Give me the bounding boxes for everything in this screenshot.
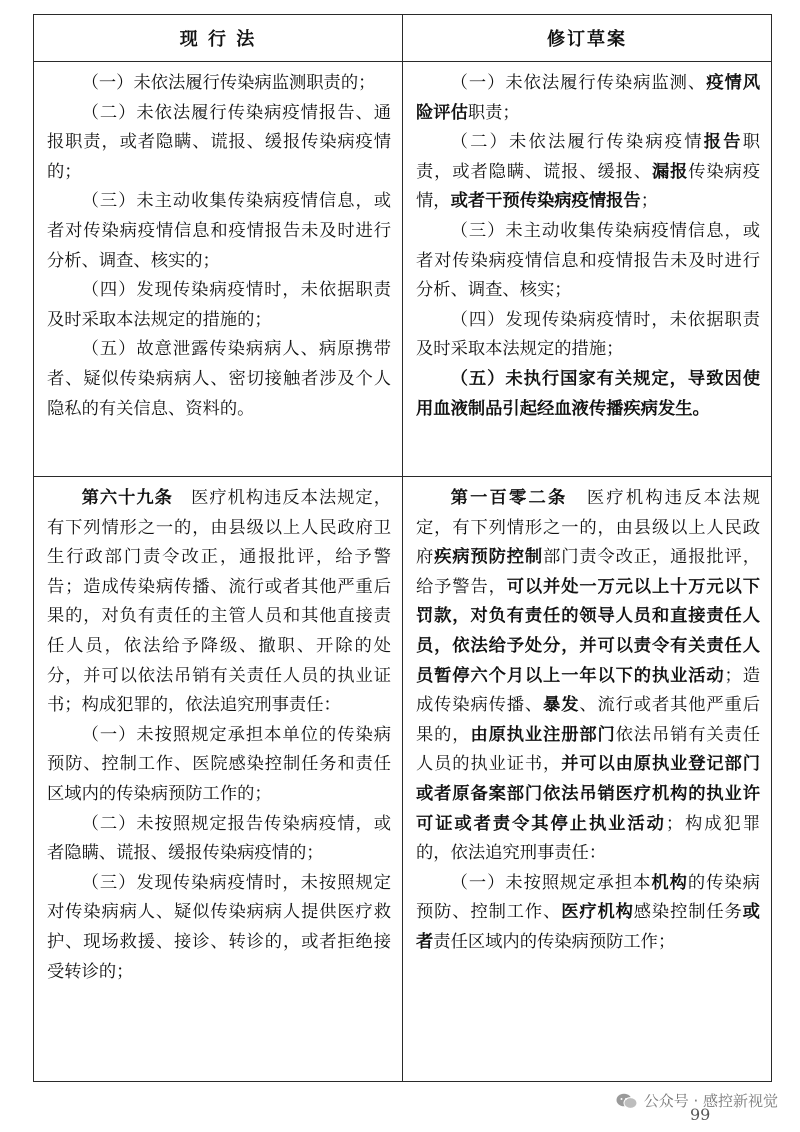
bold-text: 或者 xyxy=(416,902,760,952)
text: （三）未主动收集传染病疫情信息，或者对传染病疫情信息和疫情报告未及时进行分析、调查、核实的； xyxy=(47,191,391,271)
bold-text: 医疗机构 xyxy=(561,902,634,923)
header-revised-draft: 修订草案 xyxy=(403,15,772,62)
text: 、流行或者其他严重后果的， xyxy=(416,695,760,745)
row-duties xyxy=(34,62,772,477)
text: （一）未依法履行传染病监测、 xyxy=(450,73,707,93)
paragraph xyxy=(47,335,391,424)
paragraph xyxy=(416,869,760,958)
text: （三）发现传染病疫情时，未按照规定对传染病病人、疑似传染病病人提供医疗救护、现场救援、接诊、转诊的，或者拒绝接受转诊的； xyxy=(47,872,391,982)
text: （二）未依法履行传染病疫情报告、通报职责，或者隐瞒、谎报、缓报传染病疫情的； xyxy=(47,102,391,182)
paragraph xyxy=(47,484,391,721)
text: （五）故意泄露传染病病人、病原携带者、疑似传染病病人、密切接触者涉及个人隐私的有关信息、资料的。 xyxy=(47,339,391,419)
text: （一）未依法履行传染病监测职责的； xyxy=(81,73,376,93)
text: 医疗机构违反本法规定，有下列情形之一的，由县级以上人民政府 xyxy=(416,488,760,568)
bold-text: 第一百零二条 xyxy=(450,488,568,508)
text: 的传染病预防、控制工作、 xyxy=(416,872,760,923)
paragraph xyxy=(47,721,391,810)
bold-text: 疫情风险评估 xyxy=(416,73,760,123)
text: ；构成犯罪的，依法追究刑事责任： xyxy=(416,813,760,864)
text: 传染病疫情， xyxy=(416,161,760,212)
current-law-cell-1 xyxy=(35,63,401,475)
text: （三）未主动收集传染病疫情信息，或者对传染病疫情信息和疫情报告未及时进行分析、调查、核实； xyxy=(416,220,760,301)
paragraph xyxy=(47,810,391,869)
text: 依法吊销有关责任人员的执业证书， xyxy=(416,724,760,775)
text: 医疗机构违反本法规定，有下列情形之一的，由县级以上人民政府卫生行政部门责令改正，通报批评，给予警告；造成传染病传播、流行或者其他严重后果的，对负有责任的主管人员和其他直接责任人员，依法给予降级、撤职、开除的处分，并可以依法吊销有关责任人员的执业证书；构成犯罪的，依法追究刑事责任： xyxy=(47,488,391,716)
bold-text: 暴发 xyxy=(543,695,580,716)
paragraph xyxy=(416,128,760,217)
current-law-cell-2 xyxy=(35,478,401,1080)
text: （四）发现传染病疫情时，未依据职责及时采取本法规定的措施的； xyxy=(47,280,391,330)
text: 职责，或者隐瞒、谎报、缓报、 xyxy=(416,132,760,182)
bold-text: 报告 xyxy=(703,132,743,153)
row-medical-institutions xyxy=(34,477,772,1082)
bold-text: 并可以由原执业登记部门或者原备案部门依法吊销医疗机构的执业许可证或者责令其停止执业活动 xyxy=(416,754,760,834)
paragraph xyxy=(47,276,391,335)
bold-text: 由原执业注册部门 xyxy=(470,724,616,745)
bold-text: 机构 xyxy=(651,872,688,893)
text: （一）未按照规定承担本单位的传染病预防、控制工作、医院感染控制任务和责任区域内的传染病预防工作的； xyxy=(47,724,391,804)
bold-text: 第六十九条 xyxy=(81,488,173,508)
paragraph xyxy=(416,306,760,365)
header-current-law: 现 行 法 xyxy=(34,15,403,62)
watermark-text: 公众号 · 感控新视觉 xyxy=(643,1092,778,1110)
text: 责任区域内的传染病预防工作； xyxy=(433,931,676,952)
text: （四）发现传染病疫情时，未依据职责及时采取本法规定的措施； xyxy=(416,309,760,360)
paragraph xyxy=(47,187,391,276)
text: ； xyxy=(640,191,658,212)
text: 部门责令改正，通报批评，给予警告， xyxy=(416,547,760,597)
paragraph xyxy=(47,869,391,987)
header-row xyxy=(34,15,772,62)
comparison-table xyxy=(33,14,772,1082)
bold-text: （五）未执行国家有关规定，导致因使用血液制品引起经血液传播疾病发生。 xyxy=(416,368,760,419)
paragraph xyxy=(416,365,760,424)
bold-text: 疾病预防控制 xyxy=(434,547,544,568)
paragraph xyxy=(47,99,391,188)
paragraph xyxy=(416,69,760,128)
bold-text: 漏报 xyxy=(651,161,689,182)
text: （二）未依法履行传染病疫情 xyxy=(450,132,704,153)
revised-draft-cell-1 xyxy=(404,63,770,475)
revised-draft-cell-2 xyxy=(404,478,770,1080)
paragraph xyxy=(47,69,391,99)
bold-text: 可以并处一万元以上十万元以下罚款，对负有责任的领导人员和直接责任人员，依法给予处分，并可以责令有关责任人员暂停六个月以上一年以下的执业活动 xyxy=(416,576,760,686)
text: （一）未按照规定承担本 xyxy=(450,872,652,893)
bold-text: 或者干预传染病疫情报告 xyxy=(450,191,641,212)
text: ；造成传染病传播、 xyxy=(416,665,760,716)
text: （二）未按照规定报告传染病疫情，或者隐瞒、谎报、缓报传染病疫情的； xyxy=(47,813,391,864)
paragraph xyxy=(416,484,760,869)
page-number: 99 xyxy=(690,1105,711,1124)
text: 感染控制任务 xyxy=(633,902,743,923)
paragraph xyxy=(416,217,760,306)
wechat-icon xyxy=(616,1092,638,1110)
text: 职责； xyxy=(467,102,520,123)
